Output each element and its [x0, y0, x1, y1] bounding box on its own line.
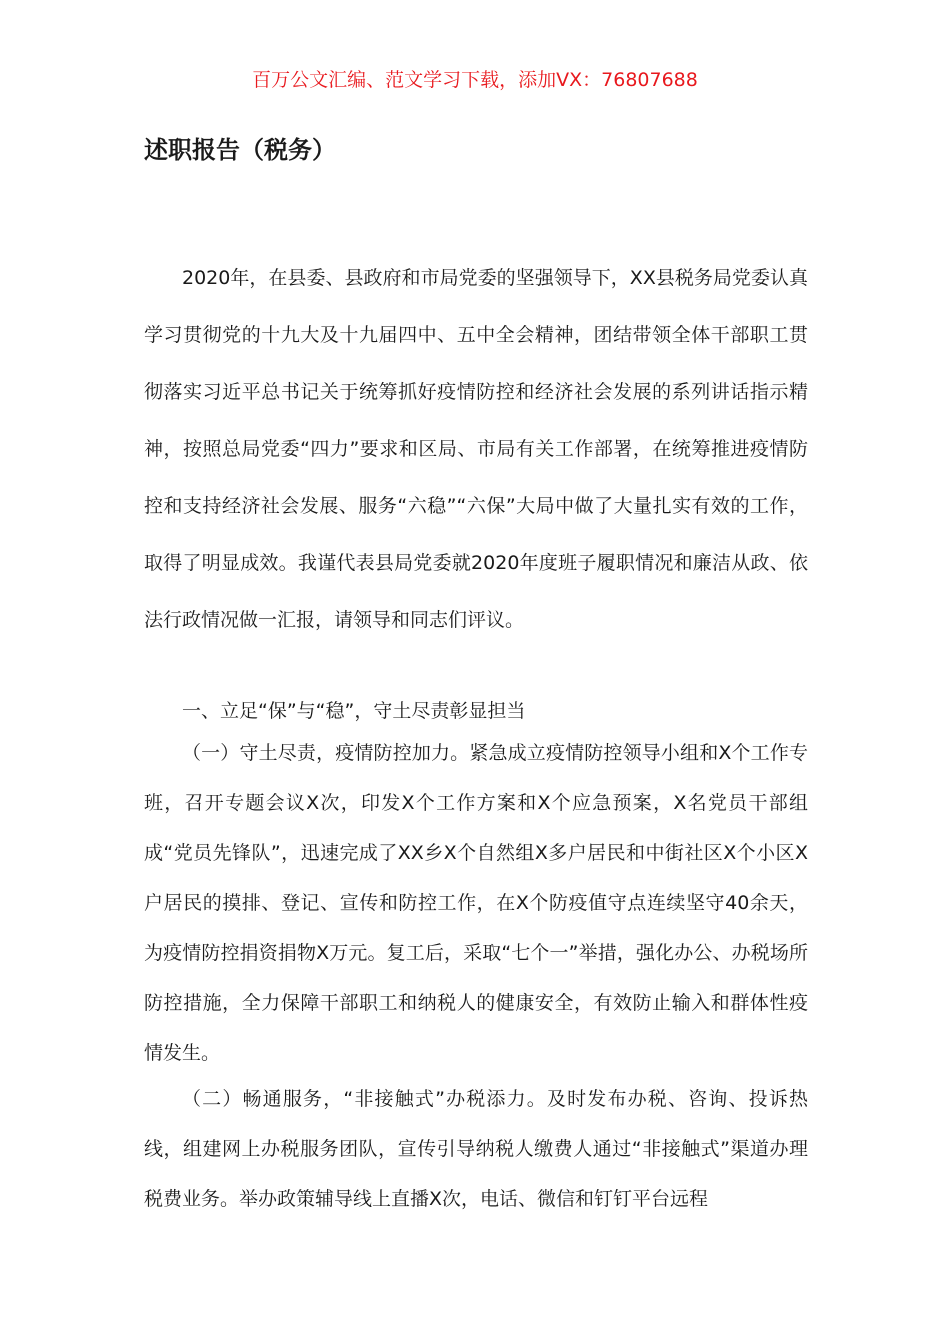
header-banner: 百万公文汇编、范文学习下载，添加VX：76807688: [252, 69, 698, 91]
paragraph-contactless-service: （二）畅通服务，“非接触式”办税添力。及时发布办税、咨询、投诉热线，组建网上办税服务团队，宣传引导纳税人缴费人通过“非接触式”渠道办理税费业务。举办政策辅导线上直播X次，电话、微信和钉钉平台远程: [144, 1088, 808, 1210]
section-heading: 一、立足“保”与“稳”，守土尽责彰显担当: [182, 700, 526, 722]
document-title: 述职报告（税务）: [144, 136, 336, 164]
intro-paragraph: 2020年，在县委、县政府和市局党委的坚强领导下，XX县税务局党委认真学习贯彻党的十九大及十九届四中、五中全会精神，团结带领全体干部职工贯彻落实习近平总书记关于统筹抓好疫情防控和经济社会发展的系列讲话指示精神，按照总局党委“四力”要求和区局、市局有关工作部署，在统筹推进疫情防控和支持经济社会发展、服务“六稳”“六保”大局中做了大量扎实有效的工作，取得了明显成效。我谨代表县局党委就2020年度班子履职情况和廉洁从政、依法行政情况做一汇报，请领导和同志们评议。: [144, 267, 808, 631]
paragraph-epidemic-control: （一）守土尽责，疫情防控加力。紧急成立疫情防控领导小组和X个工作专班，召开专题会议X次，印发X个工作方案和X个应急预案，X名党员干部组成“党员先锋队”，迅速完成了XX乡X个自然组X多户居民和中街社区X个小区X户居民的摸排、登记、宣传和防控工作，在X个防疫值守点连续坚守40余天，为疫情防控捐资捐物X万元。复工后，采取“七个一”举措，强化办公、办税场所防控措施，全力保障干部职工和纳税人的健康安全，有效防止输入和群体性疫情发生。: [144, 742, 808, 1064]
